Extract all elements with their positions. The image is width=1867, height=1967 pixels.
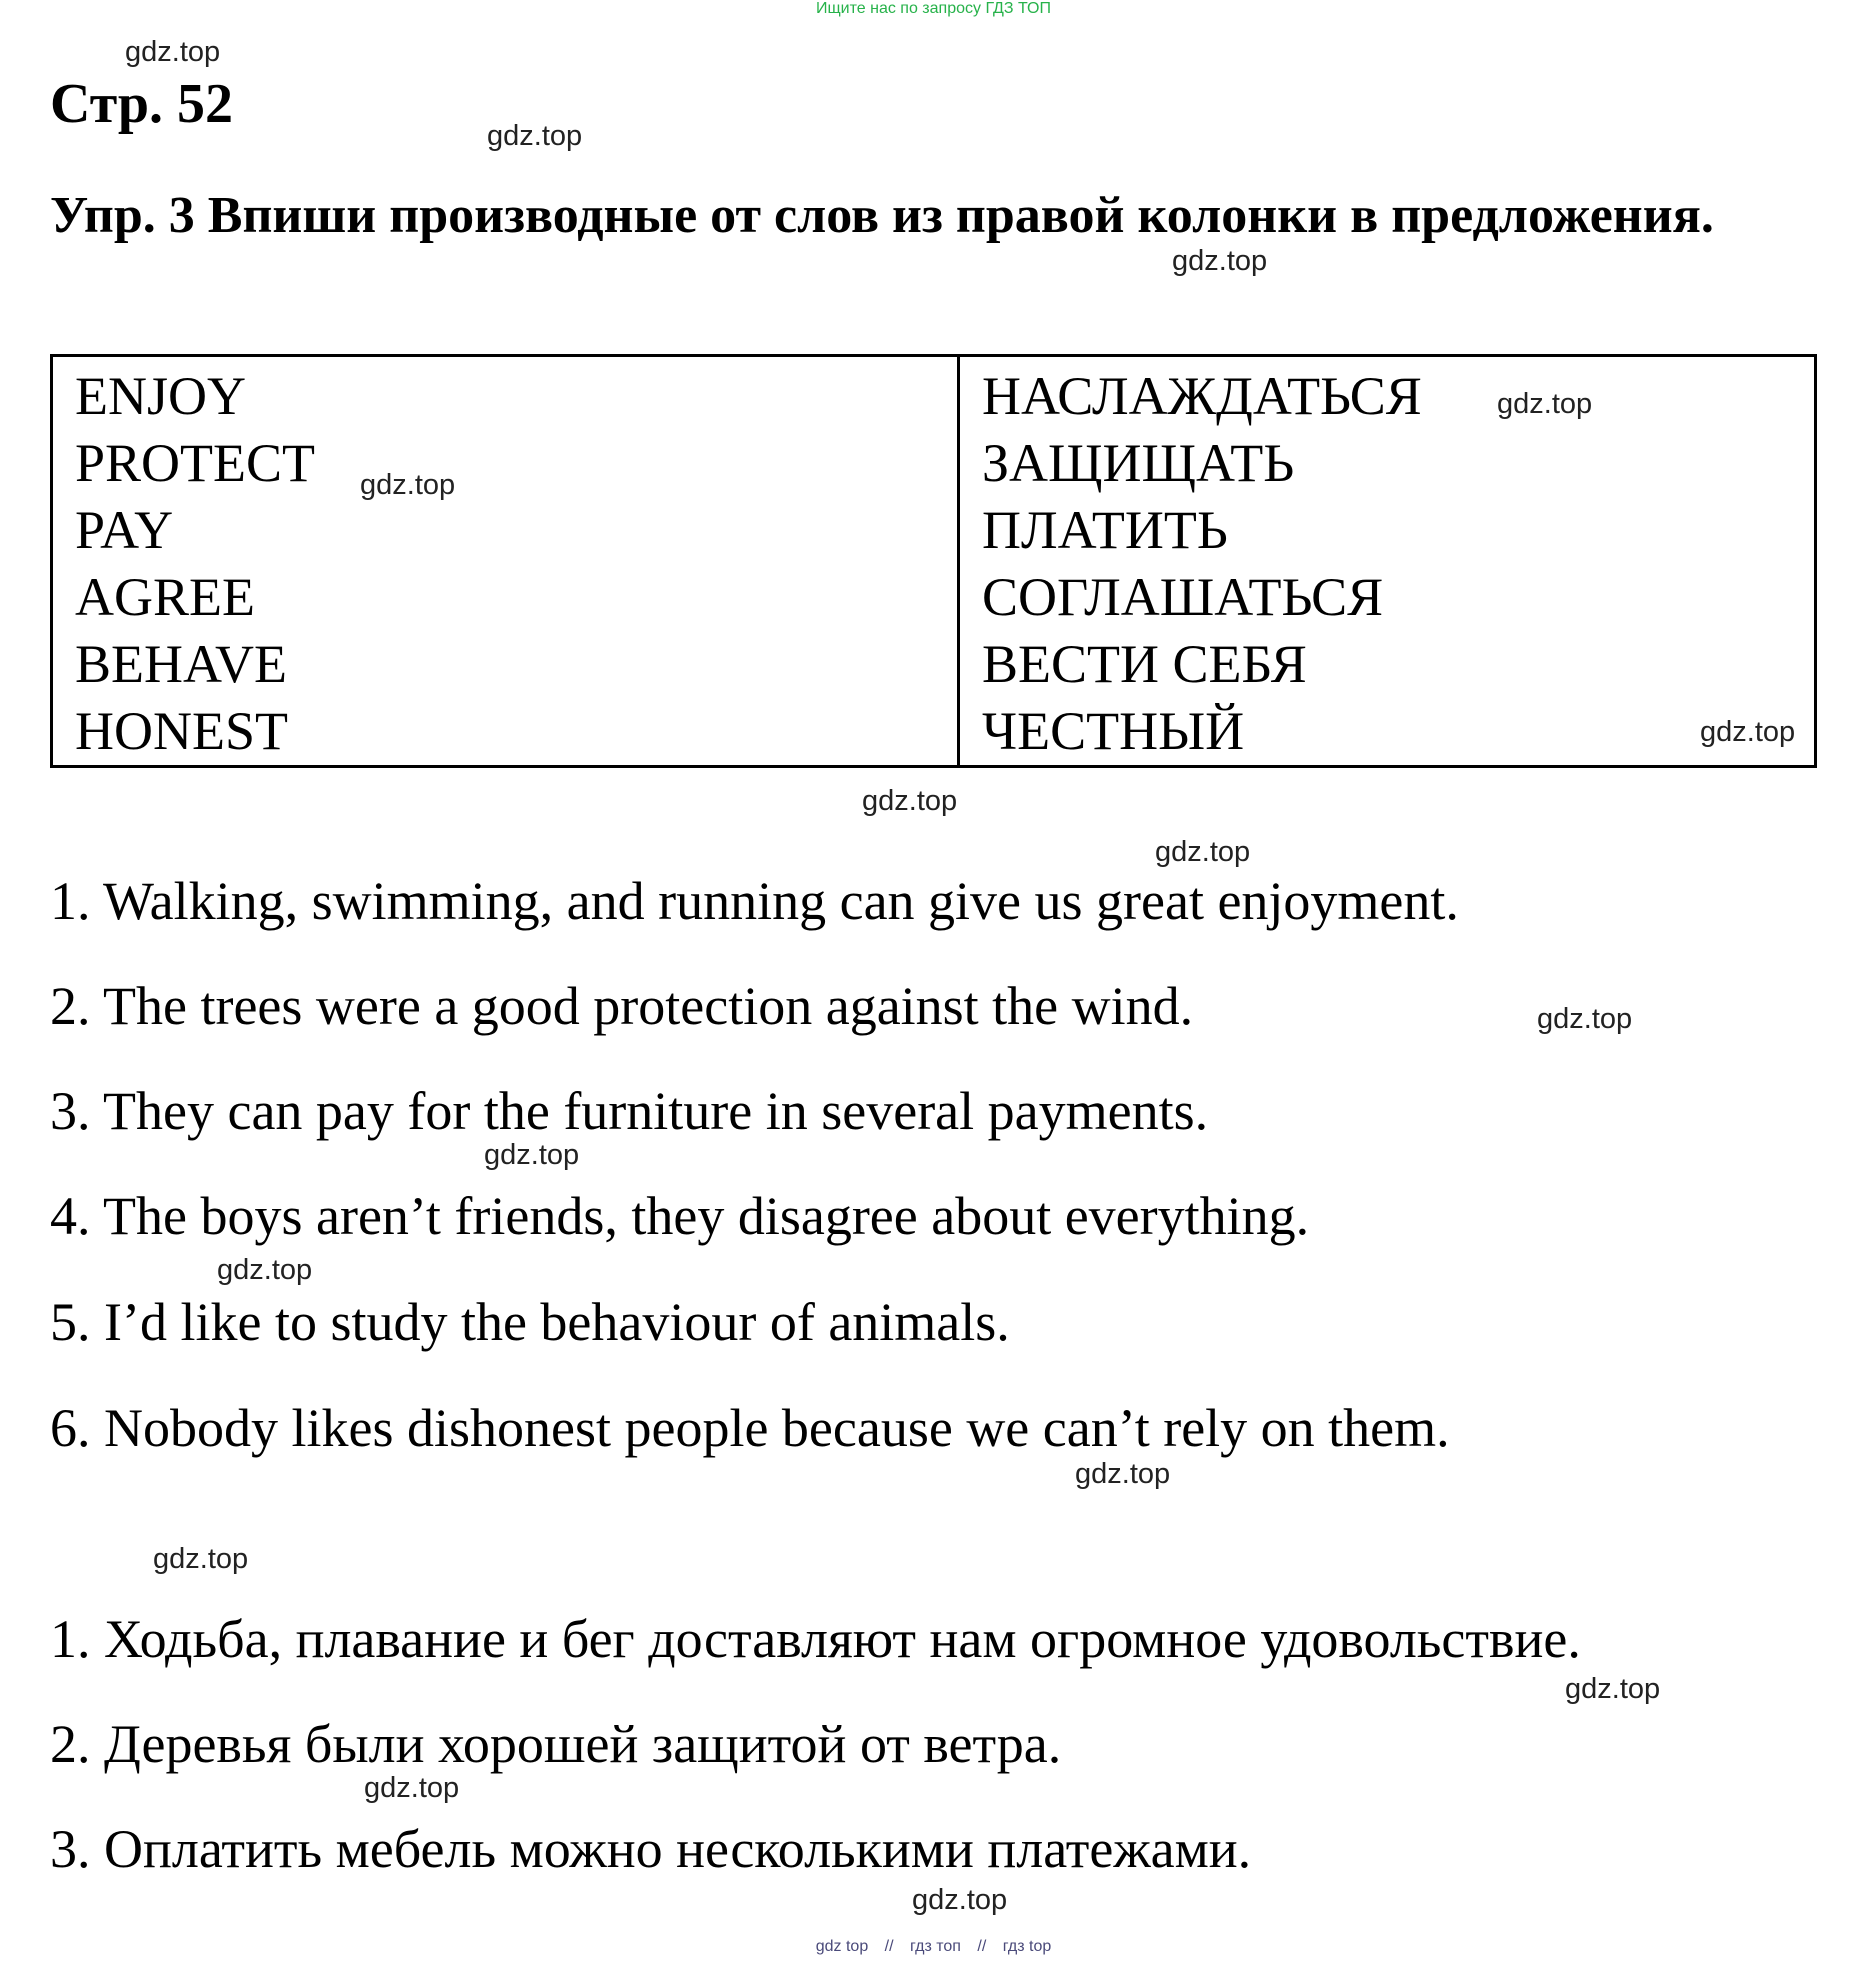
- answer-en-4: 4. The boys aren’t friends, they disagree about everything.: [50, 1186, 1310, 1246]
- watermark: gdz.top: [862, 785, 958, 817]
- watermark: gdz.top: [1172, 245, 1268, 277]
- answer-en-2: 2. The trees were a good protection against the wind.: [50, 976, 1194, 1036]
- english-word: BEHAVE: [75, 634, 288, 694]
- answer-en-6: 6. Nobody likes dishonest people because we can’t rely on them.: [50, 1398, 1450, 1458]
- watermark: gdz.top: [1700, 716, 1796, 748]
- english-word: PAY: [75, 500, 174, 560]
- footer-item: gdz top: [815, 1938, 869, 1955]
- page-title: Стр. 52: [50, 73, 234, 135]
- watermark: gdz.top: [217, 1254, 313, 1286]
- russian-word: ЗАЩИЩАТЬ: [982, 433, 1295, 493]
- watermark: gdz.top: [487, 120, 583, 152]
- russian-word: НАСЛАЖДАТЬСЯ: [982, 366, 1422, 426]
- russian-word: ЧЕСТНЫЙ: [982, 701, 1245, 761]
- english-word: PROTECT: [75, 433, 316, 493]
- footer-separator: //: [977, 1938, 987, 1955]
- footer-item: гдз top: [1002, 1938, 1052, 1955]
- answer-ru-2: 2. Деревья были хорошей защитой от ветра.: [50, 1714, 1062, 1774]
- russian-word: СОГЛАШАТЬСЯ: [982, 567, 1384, 627]
- english-word: ENJOY: [75, 366, 246, 426]
- watermark: gdz.top: [1075, 1458, 1171, 1490]
- watermark: gdz.top: [360, 469, 456, 501]
- answer-en-3: 3. They can pay for the furniture in several payments.: [50, 1081, 1209, 1141]
- answer-en-5: 5. I’d like to study the behaviour of animals.: [50, 1292, 1010, 1352]
- watermark: gdz.top: [153, 1543, 249, 1575]
- watermark: gdz.top: [1497, 388, 1593, 420]
- exercise-title: Упр. 3 Впиши производные от слов из правой колонки в предложения.: [50, 187, 1714, 244]
- top-banner: Ищите нас по запросу ГДЗ ТОП: [816, 0, 1051, 17]
- footer-item: гдз топ: [910, 1938, 961, 1955]
- footer-separator: //: [884, 1938, 894, 1955]
- answer-ru-3: 3. Оплатить мебель можно несколькими платежами.: [50, 1819, 1252, 1879]
- watermark: gdz.top: [1565, 1673, 1661, 1705]
- watermark: gdz.top: [1155, 836, 1251, 868]
- english-word: HONEST: [75, 701, 288, 761]
- watermark: gdz.top: [364, 1772, 460, 1804]
- russian-words-column: [959, 356, 1816, 767]
- answer-en-1: 1. Walking, swimming, and running can give us great enjoyment.: [50, 871, 1459, 931]
- watermark: gdz.top: [1537, 1003, 1633, 1035]
- english-word: AGREE: [75, 567, 255, 627]
- footer: [0, 1938, 1867, 1956]
- russian-word: ВЕСТИ СЕБЯ: [982, 634, 1307, 694]
- russian-word: ПЛАТИТЬ: [982, 500, 1228, 560]
- watermark: gdz.top: [484, 1139, 580, 1171]
- answer-ru-1: 1. Ходьба, плавание и бег доставляют нам огромное удовольствие.: [50, 1609, 1581, 1669]
- watermark: gdz.top: [125, 36, 221, 68]
- watermark: gdz.top: [912, 1884, 1008, 1916]
- english-words-column: [52, 356, 959, 767]
